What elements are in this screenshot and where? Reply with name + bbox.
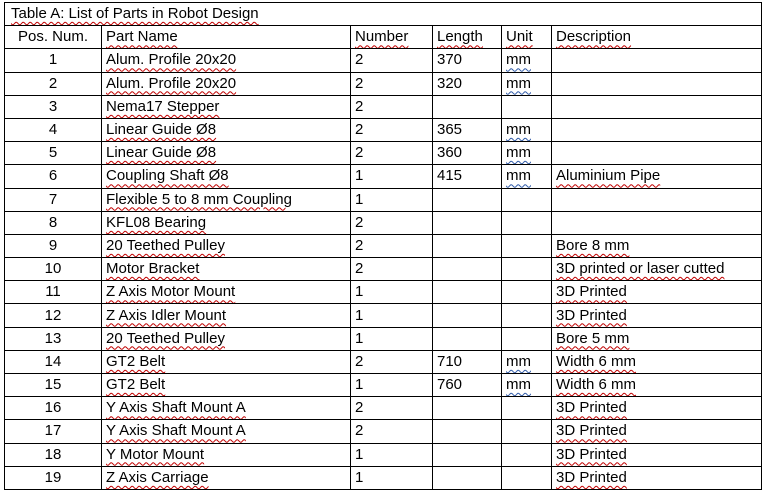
- cell-description: [552, 49, 762, 72]
- cell-description: [552, 420, 762, 443]
- cell-pos-num-text: 15: [44, 376, 62, 394]
- cell-pos-num-text: 14: [44, 352, 62, 370]
- cell-length-text: 365: [437, 121, 463, 139]
- cell-part-name: [102, 211, 351, 234]
- cell-part-name-text: 20 Teethed Pulley: [106, 329, 225, 347]
- cell-length-text: 760: [437, 376, 463, 394]
- cell-unit-text: mm: [506, 74, 531, 92]
- header-description-text: Description: [556, 28, 632, 46]
- cell-pos-num-text: 5: [48, 144, 58, 162]
- cell-number: [351, 49, 433, 72]
- cell-description: [552, 327, 762, 350]
- table-row: [5, 211, 762, 234]
- cell-unit: [502, 466, 552, 489]
- cell-pos-num-text: 12: [44, 306, 62, 324]
- table-caption-row: [5, 3, 762, 26]
- cell-unit: [502, 118, 552, 141]
- cell-part-name-text: Y Motor Mount: [106, 445, 205, 463]
- table-row: [5, 374, 762, 397]
- cell-length-text: 415: [437, 167, 463, 185]
- cell-pos-num: [5, 118, 102, 141]
- cell-pos-num-text: 7: [48, 190, 58, 208]
- cell-length-text: 320: [437, 74, 463, 92]
- cell-number-text: 2: [355, 51, 364, 69]
- cell-number: [351, 258, 433, 281]
- cell-number: [351, 350, 433, 373]
- cell-part-name: [102, 234, 351, 257]
- cell-part-name: [102, 118, 351, 141]
- cell-description-text: 3D Printed: [556, 399, 627, 417]
- table-row: [5, 281, 762, 304]
- cell-part-name-text: Z Axis Idler Mount: [106, 306, 227, 324]
- cell-description-text: Width 6 mm: [556, 352, 637, 370]
- cell-description: [552, 211, 762, 234]
- cell-number: [351, 142, 433, 165]
- cell-number-text: 2: [355, 97, 364, 115]
- cell-part-name-text: Linear Guide Ø8: [106, 144, 217, 162]
- cell-part-name: [102, 304, 351, 327]
- cell-description: [552, 95, 762, 118]
- cell-part-name-text: 20 Teethed Pulley: [106, 236, 225, 254]
- cell-length: [433, 443, 502, 466]
- cell-unit-text: mm: [506, 376, 531, 394]
- cell-unit: [502, 420, 552, 443]
- cell-description: [552, 304, 762, 327]
- cell-part-name: [102, 188, 351, 211]
- cell-number-text: 2: [355, 422, 364, 440]
- cell-number: [351, 420, 433, 443]
- cell-number: [351, 211, 433, 234]
- cell-pos-num-text: 6: [48, 167, 58, 185]
- header-part-name: [102, 26, 351, 49]
- cell-number-text: 2: [355, 399, 364, 417]
- cell-number-text: 2: [355, 236, 364, 254]
- cell-part-name-text: GT2 Belt: [106, 376, 166, 394]
- cell-pos-num: [5, 350, 102, 373]
- cell-number-text: 1: [355, 376, 364, 394]
- cell-description: [552, 374, 762, 397]
- cell-description: [552, 118, 762, 141]
- cell-description: [552, 72, 762, 95]
- cell-number: [351, 118, 433, 141]
- cell-length: [433, 49, 502, 72]
- cell-part-name: [102, 258, 351, 281]
- cell-part-name: [102, 350, 351, 373]
- cell-number-text: 2: [355, 260, 364, 278]
- cell-unit: [502, 374, 552, 397]
- cell-pos-num-text: 3: [48, 97, 58, 115]
- cell-number: [351, 327, 433, 350]
- cell-number: [351, 374, 433, 397]
- cell-length: [433, 374, 502, 397]
- cell-description-text: Bore 8 mm: [556, 236, 630, 254]
- cell-part-name: [102, 142, 351, 165]
- cell-number-text: 1: [355, 190, 364, 208]
- cell-part-name: [102, 466, 351, 489]
- cell-unit-text: mm: [506, 51, 531, 69]
- cell-length: [433, 211, 502, 234]
- header-length-text: Length: [437, 28, 483, 46]
- cell-length: [433, 350, 502, 373]
- cell-pos-num: [5, 49, 102, 72]
- cell-length: [433, 304, 502, 327]
- cell-pos-num-text: 9: [48, 236, 58, 254]
- cell-description: [552, 258, 762, 281]
- cell-pos-num-text: 2: [48, 74, 58, 92]
- cell-part-name-text: Y Axis Shaft Mount A: [106, 422, 246, 440]
- cell-unit: [502, 327, 552, 350]
- cell-description: [552, 165, 762, 188]
- cell-pos-num: [5, 72, 102, 95]
- cell-description: [552, 188, 762, 211]
- cell-pos-num: [5, 327, 102, 350]
- cell-description: [552, 397, 762, 420]
- table-row: [5, 443, 762, 466]
- table-row: [5, 327, 762, 350]
- cell-unit: [502, 95, 552, 118]
- cell-length-text: 710: [437, 352, 463, 370]
- cell-description-text: Bore 5 mm: [556, 329, 630, 347]
- table-row: [5, 49, 762, 72]
- table-row: [5, 188, 762, 211]
- cell-part-name-text: Alum. Profile 20x20: [106, 51, 237, 69]
- cell-part-name-text: Flexible 5 to 8 mm Coupling: [106, 190, 292, 208]
- cell-length: [433, 327, 502, 350]
- cell-pos-num-text: 13: [44, 329, 62, 347]
- header-description: [552, 26, 762, 49]
- cell-description-text: 3D printed or laser cutted: [556, 260, 725, 278]
- header-pos-num-text: Pos. Num.: [17, 28, 89, 46]
- cell-number: [351, 234, 433, 257]
- header-unit: [502, 26, 552, 49]
- cell-number-text: 1: [355, 283, 364, 301]
- cell-pos-num: [5, 211, 102, 234]
- cell-number-text: 2: [355, 74, 364, 92]
- cell-unit: [502, 165, 552, 188]
- cell-length: [433, 165, 502, 188]
- cell-description-text: 3D Printed: [556, 445, 627, 463]
- cell-pos-num: [5, 374, 102, 397]
- cell-part-name: [102, 72, 351, 95]
- cell-description-text: Aluminium Pipe: [556, 167, 661, 185]
- cell-number-text: 1: [355, 445, 364, 463]
- cell-number: [351, 304, 433, 327]
- cell-pos-num: [5, 258, 102, 281]
- cell-pos-num: [5, 304, 102, 327]
- cell-pos-num-text: 18: [44, 445, 62, 463]
- table-row: [5, 142, 762, 165]
- cell-part-name-text: KFL08 Bearing: [106, 213, 207, 231]
- cell-number: [351, 72, 433, 95]
- cell-unit-text: mm: [506, 352, 531, 370]
- cell-number-text: 1: [355, 306, 364, 324]
- cell-length-text: 360: [437, 144, 463, 162]
- header-length: [433, 26, 502, 49]
- cell-part-name: [102, 443, 351, 466]
- cell-pos-num-text: 10: [44, 260, 62, 278]
- cell-pos-num-text: 19: [44, 468, 62, 486]
- cell-pos-num-text: 4: [48, 121, 58, 139]
- cell-description-text: 3D Printed: [556, 468, 627, 486]
- cell-length: [433, 258, 502, 281]
- cell-part-name-text: Linear Guide Ø8: [106, 121, 217, 139]
- cell-number-text: 2: [355, 144, 364, 162]
- table-row: [5, 95, 762, 118]
- cell-unit: [502, 211, 552, 234]
- cell-number: [351, 188, 433, 211]
- cell-pos-num-text: 11: [45, 283, 61, 301]
- cell-unit: [502, 281, 552, 304]
- cell-unit: [502, 72, 552, 95]
- table-row: [5, 304, 762, 327]
- header-unit-text: Unit: [506, 28, 533, 46]
- cell-part-name: [102, 49, 351, 72]
- cell-unit: [502, 397, 552, 420]
- cell-length: [433, 142, 502, 165]
- cell-unit-text: mm: [506, 167, 531, 185]
- table-row: [5, 72, 762, 95]
- cell-number: [351, 443, 433, 466]
- cell-unit: [502, 142, 552, 165]
- cell-part-name-text: Motor Bracket: [106, 260, 200, 278]
- cell-pos-num: [5, 188, 102, 211]
- cell-part-name-text: Z Axis Carriage: [106, 468, 209, 486]
- cell-part-name-text: Alum. Profile 20x20: [106, 74, 237, 92]
- cell-number-text: 2: [355, 121, 364, 139]
- table-caption-text: Table A: List of Parts in Robot Design: [11, 5, 259, 23]
- table-row: [5, 258, 762, 281]
- cell-pos-num-text: 1: [48, 51, 58, 69]
- cell-number: [351, 466, 433, 489]
- cell-description-text: Width 6 mm: [556, 376, 637, 394]
- cell-unit: [502, 443, 552, 466]
- cell-description-text: 3D Printed: [556, 422, 627, 440]
- table-row: [5, 118, 762, 141]
- cell-description: [552, 466, 762, 489]
- cell-pos-num: [5, 466, 102, 489]
- cell-number: [351, 281, 433, 304]
- cell-part-name: [102, 281, 351, 304]
- cell-description: [552, 142, 762, 165]
- table-row: [5, 165, 762, 188]
- cell-description: [552, 234, 762, 257]
- cell-description: [552, 350, 762, 373]
- cell-pos-num-text: 17: [44, 422, 62, 440]
- table-row: [5, 420, 762, 443]
- cell-unit-text: mm: [506, 121, 531, 139]
- cell-part-name-text: Z Axis Motor Mount: [106, 283, 236, 301]
- cell-pos-num: [5, 443, 102, 466]
- cell-unit: [502, 258, 552, 281]
- cell-part-name: [102, 420, 351, 443]
- cell-number: [351, 95, 433, 118]
- parts-table: [4, 2, 762, 490]
- cell-length: [433, 188, 502, 211]
- cell-length: [433, 234, 502, 257]
- cell-pos-num: [5, 281, 102, 304]
- header-number: [351, 26, 433, 49]
- parts-table-document: [4, 2, 762, 490]
- cell-number: [351, 165, 433, 188]
- cell-pos-num: [5, 420, 102, 443]
- table-row: [5, 466, 762, 489]
- cell-part-name: [102, 165, 351, 188]
- cell-unit-text: mm: [506, 144, 531, 162]
- cell-description: [552, 443, 762, 466]
- cell-part-name-text: Coupling Shaft Ø8: [106, 167, 229, 185]
- table-caption: [5, 3, 762, 26]
- header-part-name-text: Part Name: [106, 28, 178, 46]
- cell-pos-num: [5, 397, 102, 420]
- cell-description-text: 3D Printed: [556, 283, 627, 301]
- cell-pos-num-text: 16: [44, 399, 62, 417]
- cell-unit: [502, 304, 552, 327]
- cell-pos-num: [5, 95, 102, 118]
- cell-length: [433, 118, 502, 141]
- cell-part-name: [102, 327, 351, 350]
- cell-description-text: 3D Printed: [556, 306, 627, 324]
- cell-part-name-text: Y Axis Shaft Mount A: [106, 399, 246, 417]
- table-header-row: [5, 26, 762, 49]
- cell-length: [433, 420, 502, 443]
- cell-number-text: 2: [355, 213, 364, 231]
- cell-number-text: 1: [355, 329, 364, 347]
- cell-pos-num: [5, 165, 102, 188]
- cell-pos-num: [5, 142, 102, 165]
- table-row: [5, 350, 762, 373]
- cell-part-name: [102, 95, 351, 118]
- cell-number-text: 2: [355, 352, 364, 370]
- table-row: [5, 234, 762, 257]
- header-pos-num: [5, 26, 102, 49]
- cell-part-name-text: GT2 Belt: [106, 352, 166, 370]
- cell-part-name-text: Nema17 Stepper: [106, 97, 220, 115]
- cell-length-text: 370: [437, 51, 463, 69]
- cell-number-text: 1: [355, 468, 364, 486]
- cell-unit: [502, 350, 552, 373]
- cell-length: [433, 466, 502, 489]
- cell-pos-num-text: 8: [48, 213, 58, 231]
- cell-part-name: [102, 397, 351, 420]
- cell-length: [433, 281, 502, 304]
- cell-pos-num: [5, 234, 102, 257]
- cell-unit: [502, 188, 552, 211]
- header-number-text: Number: [355, 28, 409, 46]
- cell-length: [433, 72, 502, 95]
- cell-part-name: [102, 374, 351, 397]
- cell-number: [351, 397, 433, 420]
- cell-length: [433, 397, 502, 420]
- cell-unit: [502, 49, 552, 72]
- cell-length: [433, 95, 502, 118]
- cell-description: [552, 281, 762, 304]
- cell-unit: [502, 234, 552, 257]
- cell-number-text: 1: [355, 167, 364, 185]
- table-row: [5, 397, 762, 420]
